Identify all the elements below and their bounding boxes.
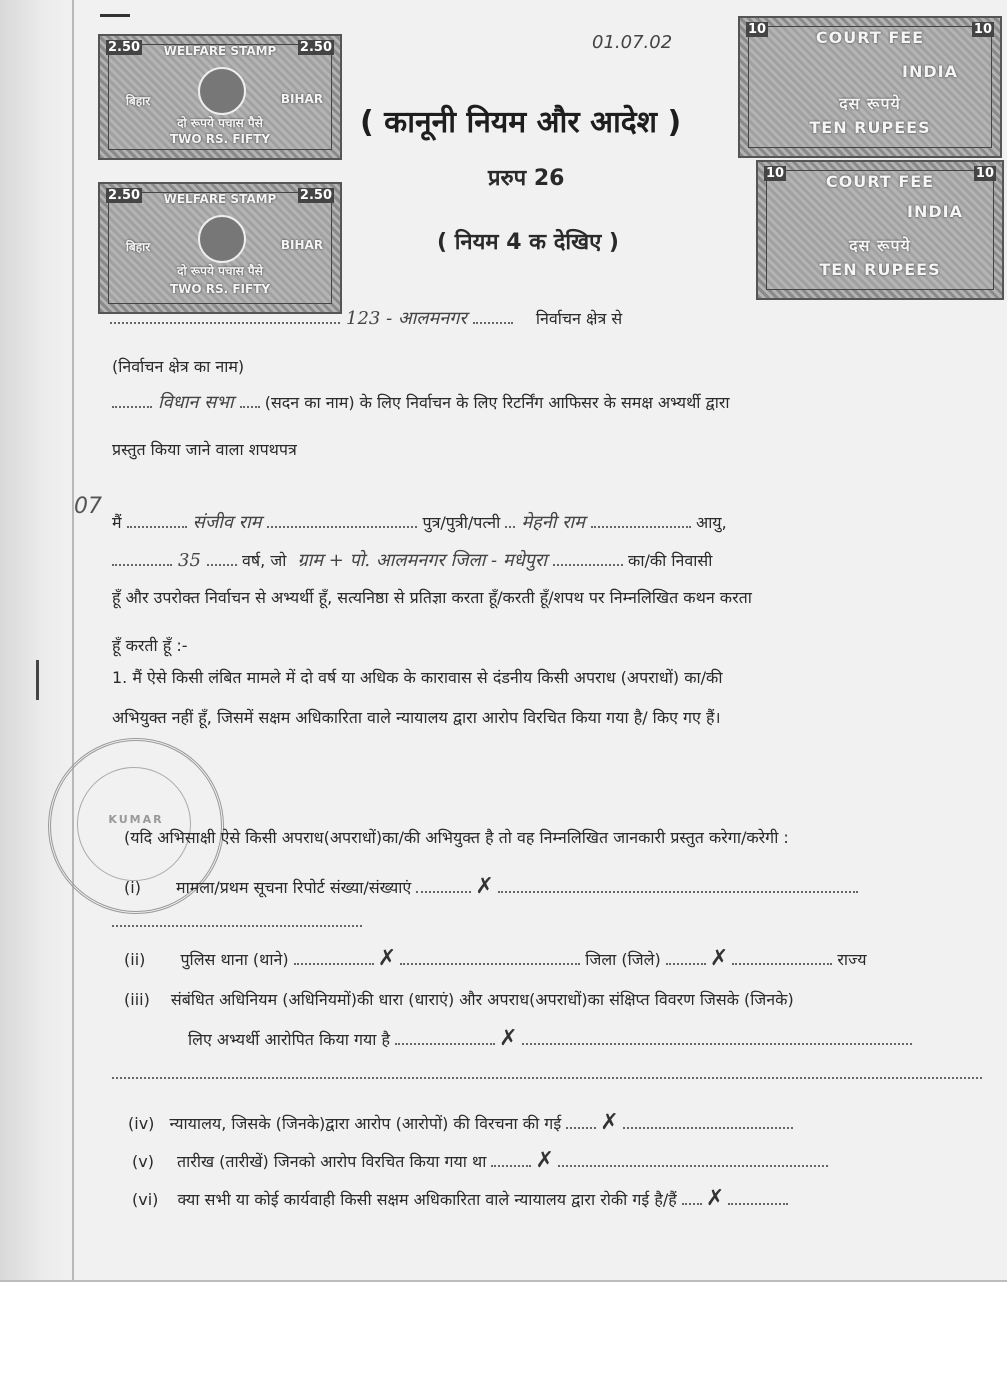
house-line	[112, 390, 730, 414]
address-line	[112, 548, 712, 572]
item-iii	[124, 988, 794, 1010]
item-i-label: मामला/प्रथम सूचना रिपोर्ट संख्या/संख्याएं	[176, 878, 412, 897]
item-iv-number: (iv)	[128, 1114, 155, 1133]
relation-label: पुत्र/पुत्री/पत्नी	[422, 513, 501, 532]
item-iii-line-2: लिए अभ्यर्थी आरोपित किया गया है	[188, 1030, 390, 1049]
item-iii-line-1: संबंधित अधिनियम (अधिनियमों)की धारा (धाराएं) और अपराध(अपराधों)का संक्षिप्त विवरण जिसके (जिनके)	[170, 990, 794, 1009]
cross-mark: ✗	[377, 946, 397, 971]
cross-mark: ✗	[535, 1148, 554, 1173]
item-v-number: (v)	[132, 1152, 154, 1171]
margin-bracket	[36, 660, 45, 700]
house-value: विधान सभा	[158, 392, 234, 413]
page-fold	[0, 0, 75, 1280]
item-ii-state: राज्य	[837, 950, 867, 969]
item-iii-number: (iii)	[124, 990, 150, 1009]
item-iv	[128, 1110, 793, 1135]
stamp-value: 2.50	[108, 188, 141, 203]
deponent-name: संजीव राम	[192, 512, 262, 533]
stamp-state-en: BIHAR	[280, 238, 324, 252]
stamp-amount-en: TEN RUPEES	[809, 118, 931, 137]
constituency-line	[110, 306, 622, 330]
item-iii-cont	[188, 1026, 912, 1051]
top-mark	[100, 14, 130, 17]
age-label: आयु,	[695, 513, 727, 532]
form-number: प्ररुप 26	[488, 166, 565, 191]
point-1-line-1: 1. मैं ऐसे किसी लंबित मामले में दो वर्ष या अधिक के कारावास से दंडनीय किसी अपराध (अपराधों) का/की	[112, 668, 723, 687]
resident-label: का/की निवासी	[628, 551, 713, 570]
address-prefix: वर्ष, जो	[242, 551, 287, 570]
stamp-label: COURT FEE	[825, 172, 935, 191]
item-ii-number: (ii)	[124, 950, 146, 969]
constituency-value: 123 - आलमनगर	[346, 308, 467, 329]
cross-mark: ✗	[709, 946, 729, 971]
stamp-label: WELFARE STAMP	[163, 192, 277, 206]
stamp-amount-hi: दस रूपये	[849, 236, 911, 255]
item-vi-number: (vi)	[132, 1190, 159, 1209]
emblem-icon	[198, 67, 246, 115]
page-title: ( कानूनी नियम और आदेश )	[360, 105, 682, 140]
item-vi-label: क्या सभी या कोई कार्यवाही किसी सक्षम अधिकारिता वाले न्यायालय द्वारा रोकी गई है/हैं	[177, 1190, 677, 1209]
fold-line	[72, 0, 74, 1280]
stamp-state-hi: बिहार	[125, 94, 151, 108]
stamp-amount-en: TWO RS. FIFTY	[169, 282, 271, 296]
item-i-number: (i)	[124, 878, 141, 897]
item-v	[132, 1148, 828, 1173]
deponent-prefix: मैं	[112, 513, 122, 532]
stamp-value: 10	[748, 22, 767, 37]
stamp-state-en: BIHAR	[280, 92, 324, 106]
seal-text: KUMAR	[108, 813, 164, 826]
item-iv-label: न्यायालय, जिसके (जिनके)द्वारा आरोप (आरोपों) की विरचना की गई	[169, 1114, 562, 1133]
item-v-label: तारीख (तारीखें) जिनको आरोप विरचित किया गया था	[177, 1152, 487, 1171]
point-1-line-2: अभियुक्त नहीं हूँ, जिसमें सक्षम अधिकारिता वाले न्यायालय द्वारा आरोप विरचित किया गया है/ किए गए हैं।	[112, 708, 721, 727]
stamp-value: 10	[766, 166, 785, 181]
margin-note: 07	[74, 494, 102, 519]
stamp-amount-hi: दस रूपये	[839, 94, 901, 113]
item-vi	[132, 1186, 788, 1211]
stamp-amount-en: TEN RUPEES	[819, 260, 941, 279]
stamp-amount-hi: दो रूपये पचास पैसे	[177, 264, 263, 278]
oath-line-1: हूँ और उपरोक्त निर्वाचन से अभ्यर्थी हूँ, सत्यनिष्ठा से प्रतिज्ञा करता हूँ/करती हूँ/शपथ पर निम्नलिखित कथन करता	[112, 588, 752, 607]
stamp-value: 2.50	[299, 188, 332, 203]
parent-name: मेहनी राम	[521, 512, 585, 533]
stamp-value: 10	[973, 22, 992, 37]
oath-line-2: हूँ करती हूँ :-	[112, 636, 188, 655]
house-text-2: प्रस्तुत किया जाने वाला शपथपत्र	[112, 440, 297, 459]
cross-mark: ✗	[600, 1110, 619, 1135]
stamp-value: 10	[975, 166, 994, 181]
address-value: ग्राम + पो. आलमनगर जिला - मधेपुरा	[297, 550, 547, 571]
stamp-amount-en: TWO RS. FIFTY	[169, 132, 271, 146]
constituency-label: निर्वाचन क्षेत्र से	[535, 309, 623, 328]
constituency-name-label: (निर्वाचन क्षेत्र का नाम)	[112, 357, 245, 376]
stamp-value: 2.50	[299, 40, 332, 55]
handwritten-date: 01.07.02	[592, 32, 673, 53]
item-i	[124, 874, 858, 899]
age-value: 35	[178, 550, 201, 571]
stamp-country: INDIA	[907, 202, 963, 221]
court-fee-stamp-2	[756, 160, 1004, 300]
house-text: (सदन का नाम) के लिए निर्वाचन के लिए रिटर्निंग आफिसर के समक्ष अभ्यर्थी द्वारा	[264, 393, 730, 412]
court-fee-stamp-1	[738, 16, 1002, 158]
cross-mark: ✗	[475, 874, 494, 899]
stamp-country: INDIA	[902, 62, 958, 81]
stamp-value: 2.50	[108, 40, 141, 55]
item-ii-district: जिला (जिले)	[585, 950, 661, 969]
stamp-label: COURT FEE	[815, 28, 925, 47]
stamp-state-hi: बिहार	[125, 240, 151, 254]
deponent-line	[112, 510, 727, 534]
cross-mark: ✗	[705, 1186, 725, 1211]
if-accused-line: (यदि अभिसाक्षी ऐसे किसी अपराध(अपराधों)का/की अभियुक्त है तो वह निम्नलिखित जानकारी प्रस्तुत करेगा/करेगी :	[124, 828, 789, 847]
welfare-stamp-1	[98, 34, 342, 160]
stamp-amount-hi: दो रूपये पचास पैसे	[177, 116, 263, 130]
welfare-stamp-2	[98, 182, 342, 314]
rule-reference: ( नियम 4 क देखिए )	[437, 230, 619, 255]
stamp-label: WELFARE STAMP	[163, 44, 277, 58]
item-ii-label: पुलिस थाना (थाने)	[180, 950, 289, 969]
cross-mark: ✗	[499, 1026, 518, 1051]
item-ii	[124, 946, 867, 971]
emblem-icon	[198, 215, 246, 263]
